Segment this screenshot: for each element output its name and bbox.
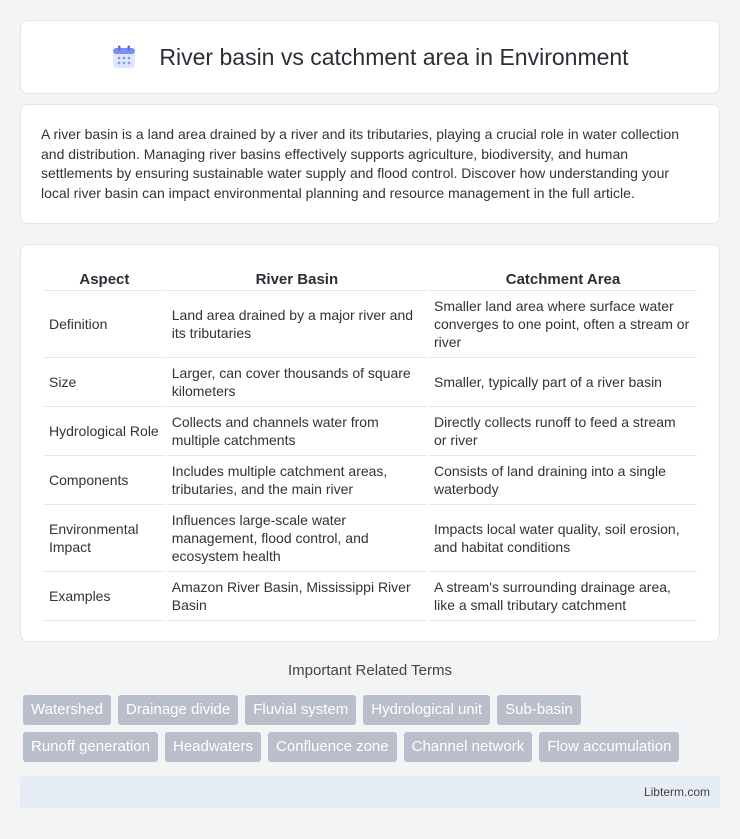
tag-sub-basin[interactable]: Sub-basin bbox=[497, 695, 581, 725]
comparison-table bbox=[42, 265, 699, 621]
table-cell: Collects and channels water from multiple catchments bbox=[167, 407, 427, 456]
intro-paragraph: A river basin is a land area drained by a river and its tributaries, playing a crucial role in water collection and distribution. Managing river basins effectively supports agriculture, biodiversity, and human settlements by ensuring sustainable water supply and flood control. Discover how understanding your local river basin can impact environmental planning and resource management in the full article. bbox=[41, 126, 680, 201]
footer bbox=[20, 776, 720, 808]
tag-drainage-divide[interactable]: Drainage divide bbox=[118, 695, 238, 725]
tag-fluvial-system[interactable]: Fluvial system bbox=[245, 695, 356, 725]
table-cell: Examples bbox=[44, 572, 165, 621]
tag-row bbox=[23, 695, 723, 725]
tag-runoff-generation[interactable]: Runoff generation bbox=[23, 732, 158, 762]
header-aspect: Aspect bbox=[44, 265, 165, 291]
table-cell: Consists of land draining into a single waterbody bbox=[429, 456, 697, 505]
tag-watershed[interactable]: Watershed bbox=[23, 695, 111, 725]
tag-channel-network[interactable]: Channel network bbox=[404, 732, 533, 762]
table-cell: Land area drained by a major river and its tributaries bbox=[167, 291, 427, 358]
related-terms-heading: Important Related Terms bbox=[288, 662, 452, 679]
table-cell: A stream's surrounding drainage area, like a small tributary catchment bbox=[429, 572, 697, 621]
table-cell: Larger, can cover thousands of square kilometers bbox=[167, 358, 427, 407]
table-cell: Impacts local water quality, soil erosion, and habitat conditions bbox=[429, 505, 697, 572]
table-cell: Includes multiple catchment areas, tributaries, and the main river bbox=[167, 456, 427, 505]
header-river-basin: River Basin bbox=[167, 265, 427, 291]
header-catchment-area: Catchment Area bbox=[429, 265, 697, 291]
footer-site-link[interactable]: Libterm.com bbox=[643, 785, 710, 799]
table-cell: Definition bbox=[44, 291, 165, 358]
table-cell: Amazon River Basin, Mississippi River Basin bbox=[167, 572, 427, 621]
table-cell: Components bbox=[44, 456, 165, 505]
table-cell: Influences large-scale water management, flood control, and ecosystem health bbox=[167, 505, 427, 572]
table-cell: Smaller, typically part of a river basin bbox=[429, 358, 697, 407]
title-card bbox=[20, 20, 720, 94]
table-cell: Environmental Impact bbox=[44, 505, 165, 572]
table-row bbox=[44, 505, 697, 572]
table-row bbox=[44, 456, 697, 505]
tag-confluence-zone[interactable]: Confluence zone bbox=[268, 732, 397, 762]
page-title: River basin vs catchment area in Environment bbox=[159, 43, 629, 70]
related-terms bbox=[23, 695, 723, 769]
tag-row bbox=[23, 732, 723, 762]
tag-headwaters[interactable]: Headwaters bbox=[165, 732, 261, 762]
table-cell: Smaller land area where surface water converges to one point, often a stream or river bbox=[429, 291, 697, 358]
table-row bbox=[44, 572, 697, 621]
tag-flow-accumulation[interactable]: Flow accumulation bbox=[539, 732, 679, 762]
table-cell: Size bbox=[44, 358, 165, 407]
intro-card bbox=[20, 104, 720, 224]
table-row bbox=[44, 358, 697, 407]
tag-hydrological-unit[interactable]: Hydrological unit bbox=[363, 695, 490, 725]
calendar-icon bbox=[111, 44, 137, 70]
table-row bbox=[44, 407, 697, 456]
table-cell: Directly collects runoff to feed a stream or river bbox=[429, 407, 697, 456]
table-header-row bbox=[44, 265, 697, 291]
table-row bbox=[44, 291, 697, 358]
table-cell: Hydrological Role bbox=[44, 407, 165, 456]
comparison-card bbox=[20, 244, 720, 642]
